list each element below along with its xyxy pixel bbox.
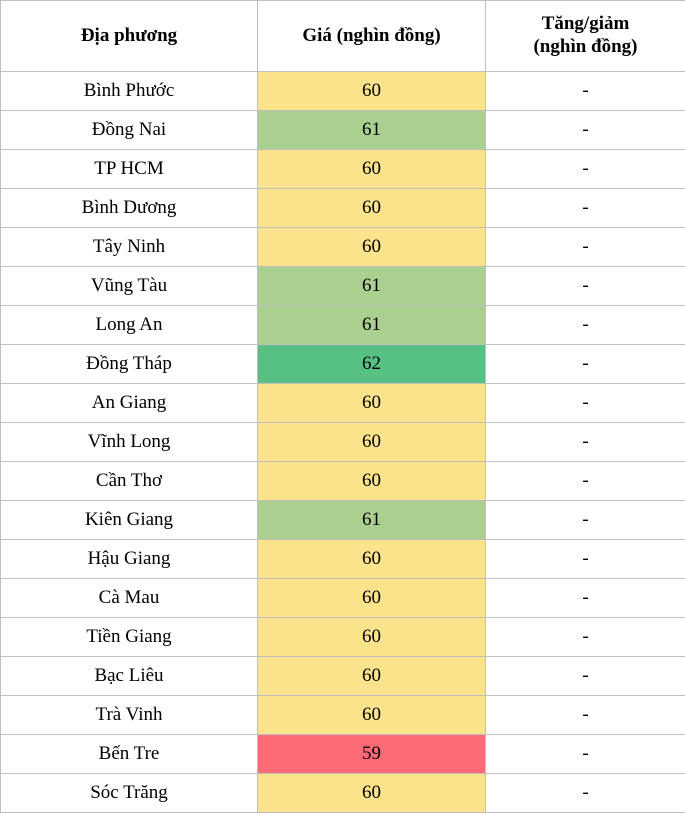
region-cell: Vũng Tàu <box>1 267 258 306</box>
region-cell: TP HCM <box>1 150 258 189</box>
region-cell: Đồng Nai <box>1 111 258 150</box>
change-cell: - <box>486 345 685 384</box>
table-row <box>1 657 685 696</box>
price-cell: 61 <box>258 267 486 306</box>
change-cell: - <box>486 462 685 501</box>
region-cell: Tây Ninh <box>1 228 258 267</box>
region-cell: Bình Phước <box>1 72 258 111</box>
table-row <box>1 384 685 423</box>
table-row <box>1 423 685 462</box>
region-cell: Đồng Tháp <box>1 345 258 384</box>
column-header-change-label-line1: Tăng/giảm <box>492 13 679 36</box>
table-row <box>1 111 685 150</box>
price-cell: 60 <box>258 462 486 501</box>
price-cell: 61 <box>258 501 486 540</box>
region-cell: Hậu Giang <box>1 540 258 579</box>
table-row <box>1 150 685 189</box>
change-cell: - <box>486 72 685 111</box>
table-row <box>1 267 685 306</box>
change-cell: - <box>486 618 685 657</box>
price-cell: 60 <box>258 618 486 657</box>
price-cell: 60 <box>258 774 486 813</box>
price-cell: 60 <box>258 579 486 618</box>
table-row <box>1 696 685 735</box>
change-cell: - <box>486 501 685 540</box>
change-cell: - <box>486 735 685 774</box>
column-header-change <box>486 1 685 72</box>
change-cell: - <box>486 228 685 267</box>
change-cell: - <box>486 657 685 696</box>
change-cell: - <box>486 774 685 813</box>
table-body <box>1 72 685 813</box>
region-cell: Bạc Liêu <box>1 657 258 696</box>
price-cell: 60 <box>258 423 486 462</box>
region-cell: An Giang <box>1 384 258 423</box>
table-row <box>1 345 685 384</box>
region-cell: Trà Vinh <box>1 696 258 735</box>
change-cell: - <box>486 579 685 618</box>
table-row <box>1 735 685 774</box>
column-header-change-label-line2: (nghìn đồng) <box>492 36 679 59</box>
price-cell: 60 <box>258 657 486 696</box>
price-cell: 61 <box>258 111 486 150</box>
change-cell: - <box>486 267 685 306</box>
table-row <box>1 774 685 813</box>
table-row <box>1 72 685 111</box>
change-cell: - <box>486 306 685 345</box>
column-header-price <box>258 1 486 72</box>
region-cell: Bình Dương <box>1 189 258 228</box>
table-row <box>1 618 685 657</box>
price-cell: 60 <box>258 189 486 228</box>
table-header <box>1 1 685 72</box>
region-cell: Bến Tre <box>1 735 258 774</box>
table-row <box>1 189 685 228</box>
change-cell: - <box>486 111 685 150</box>
table-header-row <box>1 1 685 72</box>
change-cell: - <box>486 540 685 579</box>
table-row <box>1 579 685 618</box>
table-row <box>1 501 685 540</box>
region-cell: Kiên Giang <box>1 501 258 540</box>
column-header-price-label: Giá (nghìn đồng) <box>264 25 479 48</box>
change-cell: - <box>486 150 685 189</box>
price-cell: 60 <box>258 72 486 111</box>
price-cell: 60 <box>258 540 486 579</box>
region-cell: Cần Thơ <box>1 462 258 501</box>
change-cell: - <box>486 384 685 423</box>
price-cell: 60 <box>258 696 486 735</box>
price-cell: 60 <box>258 150 486 189</box>
change-cell: - <box>486 423 685 462</box>
column-header-region: Địa phương <box>1 1 258 72</box>
region-cell: Tiền Giang <box>1 618 258 657</box>
table-row <box>1 540 685 579</box>
price-cell: 62 <box>258 345 486 384</box>
region-cell: Long An <box>1 306 258 345</box>
price-cell: 61 <box>258 306 486 345</box>
change-cell: - <box>486 696 685 735</box>
price-cell: 60 <box>258 384 486 423</box>
price-cell: 60 <box>258 228 486 267</box>
price-cell: 59 <box>258 735 486 774</box>
region-cell: Cà Mau <box>1 579 258 618</box>
region-cell: Vĩnh Long <box>1 423 258 462</box>
table-row <box>1 462 685 501</box>
change-cell: - <box>486 189 685 228</box>
table-row <box>1 228 685 267</box>
table-row <box>1 306 685 345</box>
region-cell: Sóc Trăng <box>1 774 258 813</box>
